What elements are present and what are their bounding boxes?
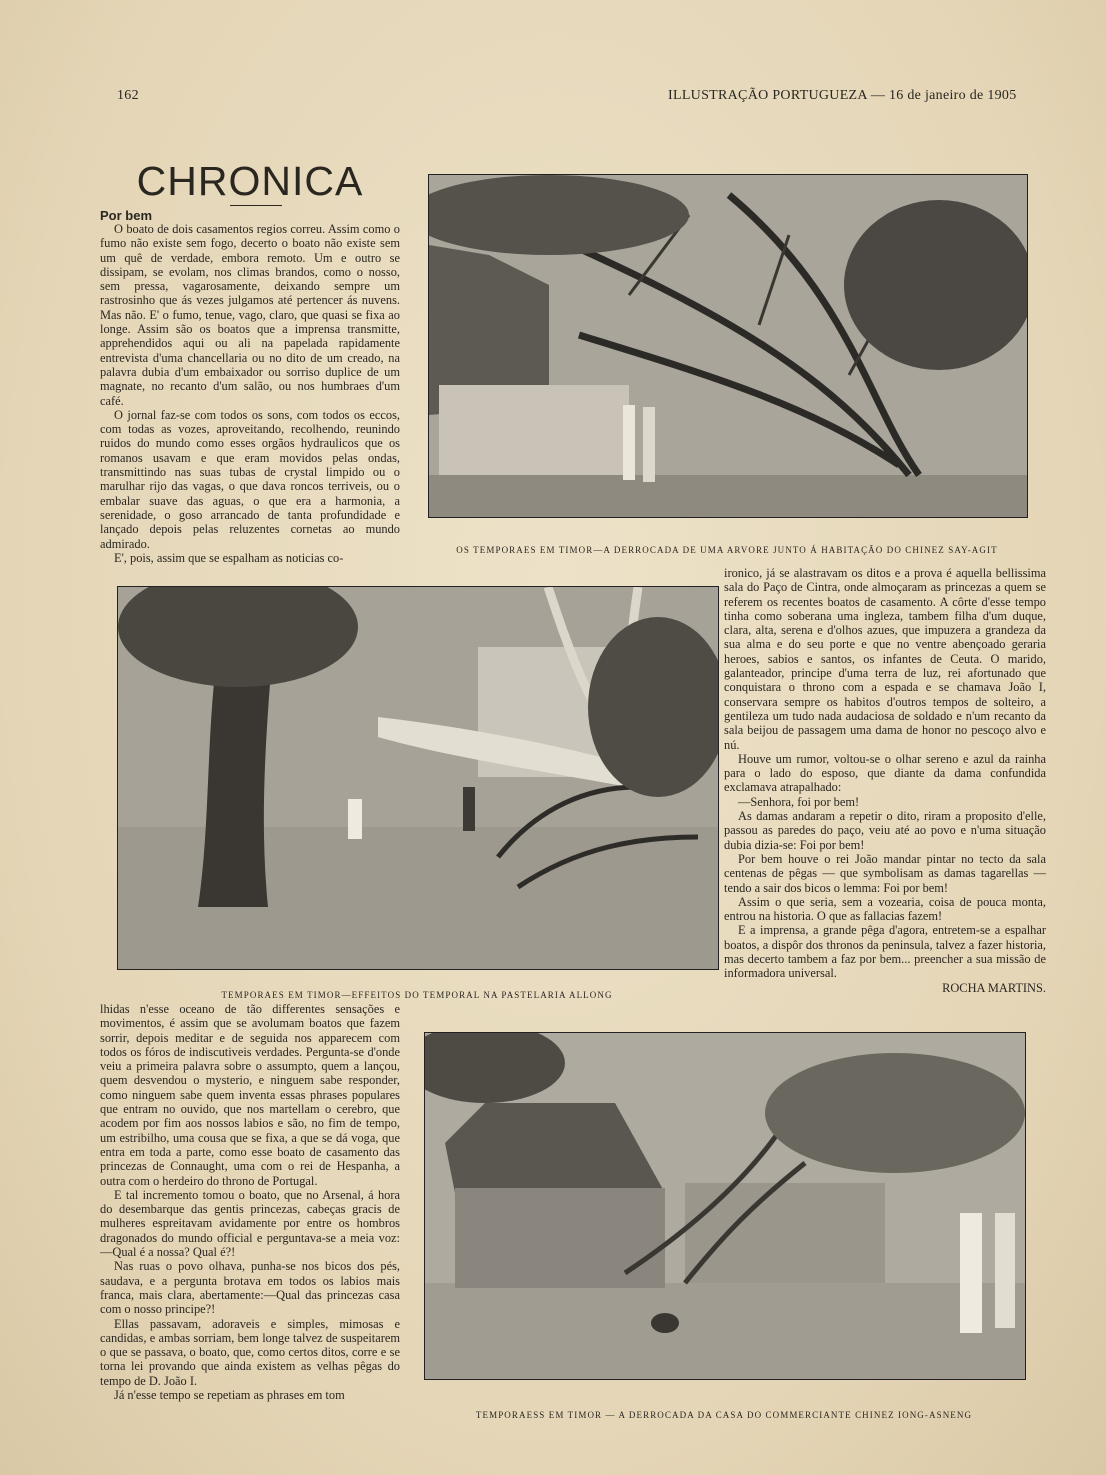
running-header: ILLUSTRAÇÃO PORTUGUEZA — 16 de janeiro de 1905 [668, 88, 1017, 103]
paragraph: E tal incremento tomou o boato, que no Arsenal, á hora do desembarque das gentis princezas, cabeças gracis de mulheres espreitavam avidamente por entre os hombros dragonados do mundo official e perguntava-se a meia voz:—Qual é a nossa? Qual é?! [100, 1187, 400, 1260]
paragraph: Ellas passavam, adoraveis e simples, mimosas e candidas, e ambas sorriam, bem longe talvez de suspeitarem o que se passava, o boato, que, como certos ditos, corre e se torna lei provando que ainda existem as velhas pêgas do tempo de D. João I. [100, 1316, 400, 1388]
paragraph: E', pois, assim que se espalham as noticias co- [114, 550, 344, 565]
paragraph: —Senhora, foi por bem! [738, 794, 860, 809]
paragraph: Houve um rumor, voltou-se o olhar sereno e azul da rainha para o lado do esposo, que diante da dama confundida exclamava atrapalhado: [724, 751, 1046, 795]
photo-caption-top: OS TEMPORAES EM TIMOR—A DERROCADA DE UMA ARVORE JUNTO Á HABITAÇÃO DO CHINEZ SAY-AGIT [456, 545, 998, 555]
photo-caption-bottom: TEMPORAESS EM TIMOR — A DERROCADA DA CASA DO COMMERCIANTE CHINEZ IONG-ASNENG [475, 1410, 973, 1420]
paragraph: Já n'esse tempo se repetiam as phrases em tom [114, 1388, 345, 1403]
text-column-1 [100, 222, 400, 568]
paragraph: ironico, já se alastravam os ditos e a prova é aquella bellissima sala do Paço de Cintra, onde almoçaram as princezas a quem se referem os recentes boatos de casamento. A côrte d'esse tempo tinha como soberana uma ingleza, tambem filha d'um duque, clara, alta, serena e d'olhos azues, que impuzera a grandeza da sua alma e do seu porte e que no ventre abençoado geraria heroes, sabios e santos, os infantes de Ceuta. O marido, galanteador, principe d'uma terra de luz, rei afortunado que conquistara o throno com a espada e se chamava João I, conservara sempre os habitos d'outros tempos de solteiro, a gentileza um tudo nada audaciosa de soldado e n'um recanto da sala beijou de passagem uma dama de honor no pescoço alvo e nú. [724, 566, 1046, 752]
paragraph: Nas ruas o povo olhava, punha-se nos bicos dos pés, saudava, e a pergunta brotava em todos os labios mais franca, mais clara, abertamente:—Qual das princezas casa com o nosso principe?! [100, 1259, 400, 1317]
paragraph: Por bem houve o rei João mandar pintar no tecto da sala centenas de pêgas — que symbolisam as damas tagarellas — tendo a sair dos bicos o lemma: Foi por bem! [724, 851, 1046, 895]
paragraph: As damas andaram a repetir o dito, riram a proposito d'elle, passou as paredes do paço, veiu até ao povo e n'uma situação dubia dizia-se: Foi por bem! [724, 809, 1046, 852]
article-title: CHRONICA [136, 158, 364, 204]
article-subtitle: Por bem [100, 208, 153, 223]
author-signature: ROCHA MARTINS. [942, 980, 1046, 995]
page-number: 162 [117, 88, 139, 103]
title-rule [230, 205, 282, 206]
paragraph: E a imprensa, a grande pêga d'agora, entretem-se a espalhar boatos, a dispôr dos thronos da peninsula, talvez a fazer historia, mas decerto tambem a faz por bem... preencher a sua missão de informadora universal. [724, 923, 1046, 981]
paragraph: O boato de dois casamentos regios correu. Assim como o fumo não existe sem fogo, decerto o boato não existe sem um quê de verdade, embora remoto. Um e outro se dissipam, se evolam, nos climas brandos, como o nosso, sem pressa, vagarosamente, deixando sempre um rastrosinho que ás vezes julgamos até pertencer ás nuvens. Mas não. E' o fumo, tenue, vago, claro, que quasi se fixa ao longe. Assim são os boatos que a imprensa transmitte, apprehendidos aqui ou ali na papelada rapidamente entrevista d'uma chancellaria ou no dito de um creado, na palavra dubia d'um embaixador ou sorriso duplice de um magnate, no recanto d'um salão, ou nos humbraes d'um café. [100, 222, 400, 408]
text-column-3 [724, 566, 1046, 1016]
text-column-2 [100, 1002, 400, 1422]
photo-pastelaria-illustration [118, 587, 718, 969]
photo-pastelaria-allong [117, 586, 719, 970]
photo-caption-middle: TEMPORAES EM TIMOR—EFFEITOS DO TEMPORAL NA PASTELARIA ALLONG [221, 990, 613, 1000]
photo-fallen-tree-say-agit [428, 174, 1028, 518]
paragraph: Assim o que seria, sem a vozearia, coisa de pouca monta, entrou na historia. O que as fallacias fazem! [724, 894, 1046, 924]
paragraph: O jornal faz-se com todos os sons, com todos os eccos, com todas as vozes, aproveitando, recolhendo, reunindo ruidos do mundo como esses orgãos hydraulicos que os romanos usavam e que eram movidos pelas ondas, transmittindo nas suas tubas de crystal limpido ou o marulhar rijo das vagas, o que dava roncos terriveis, ou o embalar suave das aguas, o que era a harmonia, a serenidade, o goso arrancado de tanta profundidade e lançado depois pelas reluzentes cornetas ao mundo admirado. [100, 407, 400, 551]
paragraph: lhidas n'esse oceano de tão differentes sensações e movimentos, é assim que se avolumam boatos que fazem sorrir, depois meditar e de seguida nos apparecem com todos os fóros de indiscutiveis verdades. Pergunta-se d'onde veiu a primeira palavra sobre o assumpto, quem a lançou, quem desvendou o mysterio, e ninguem sabe responder, como ninguem sabe quem inventa essas phrases populares que entram no ouvido, que nos martellam o cerebro, que acodem por fim aos nossos labios e são, no fim de tempo, um estribilho, uma cousa que se fixa, a que se dá voga, que entra em toda a parte, como esse boato de casamento das princezas de Connaught, uma com o rei de Hespanha, a outra com o herdeiro do throno de Portugal. [100, 1002, 400, 1188]
photo-house-illustration [425, 1033, 1025, 1379]
photo-fallen-tree-illustration [429, 175, 1027, 517]
photo-house-iong-asneng [424, 1032, 1026, 1380]
